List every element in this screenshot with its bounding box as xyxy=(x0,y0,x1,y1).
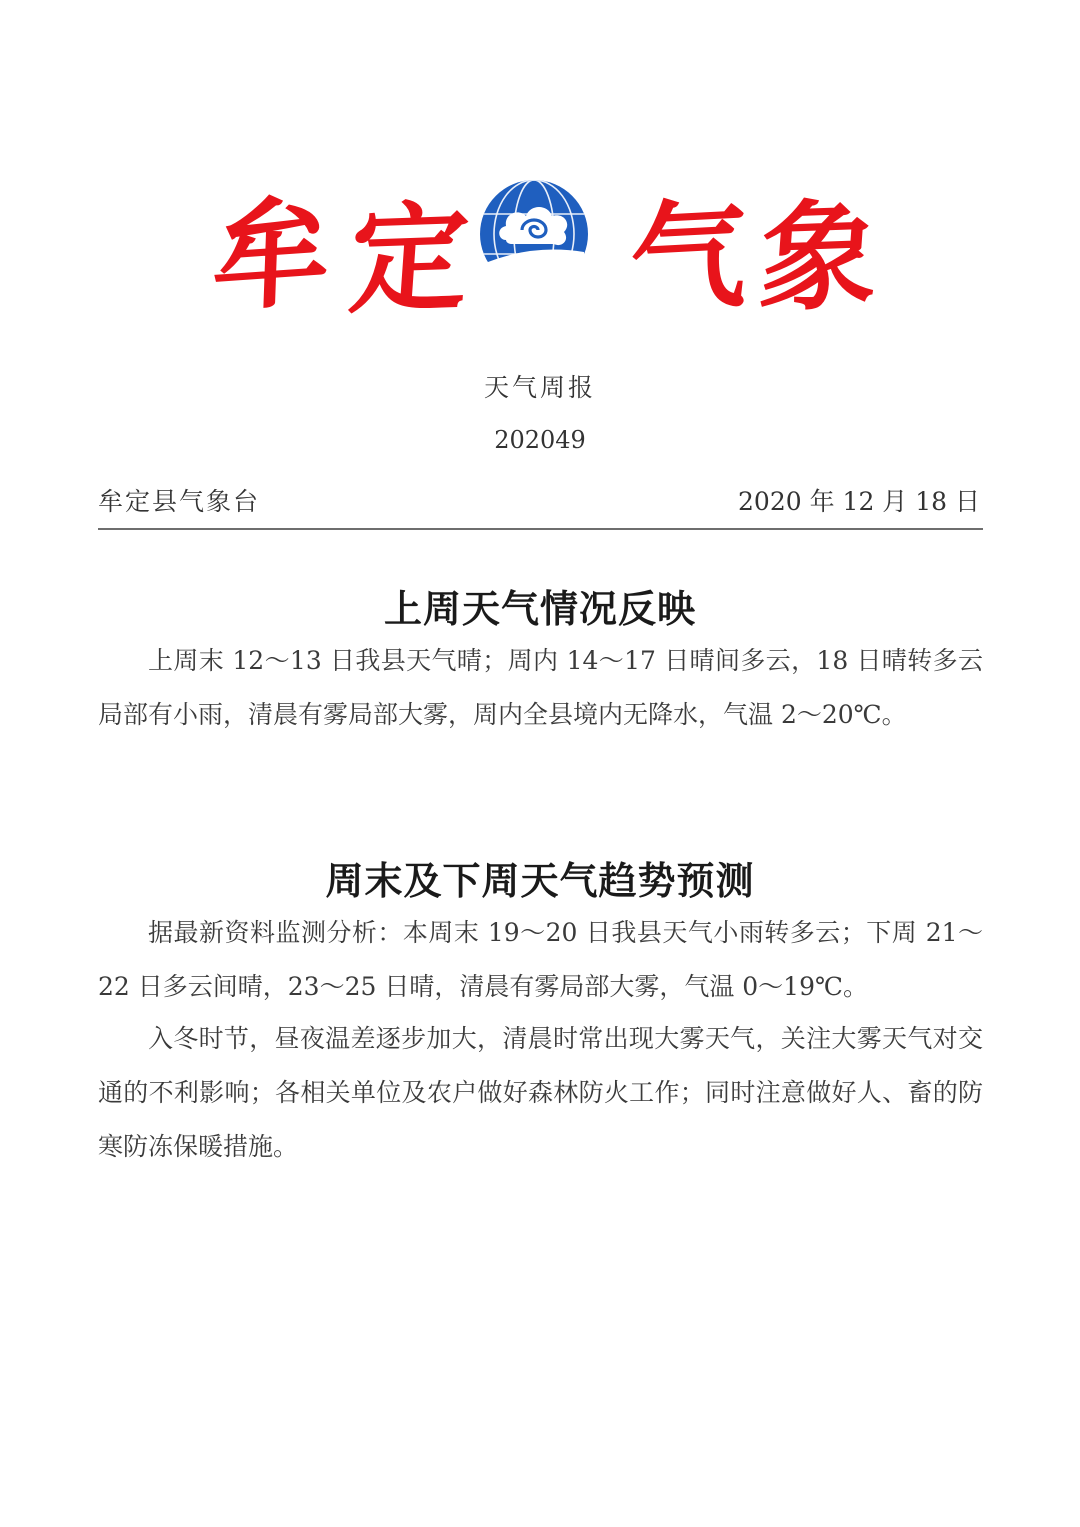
report-subtitle: 天气周报 xyxy=(483,373,596,402)
section-paragraph-forecast: 据最新资料监测分析：本周末 19～20 日我县天气小雨转多云；下周 21～22 日多云间晴，23～25 日晴，清晨有雾局部大雾，气温 0～19℃。 xyxy=(98,918,983,1001)
section-heading-last-week: 上周天气情况反映 xyxy=(383,586,696,631)
header-divider xyxy=(98,528,983,530)
issue-number: 202049 xyxy=(494,426,586,454)
section-paragraph-advisory: 入冬时节，昼夜温差逐步加大，清晨时常出现大雾天气，关注大雾天气对交通的不利影响；各相关单位及农户做好森林防火工作；同时注意做好人、畜的防寒防冻保暖措施。 xyxy=(98,1024,983,1161)
masthead xyxy=(0,168,1080,338)
section-paragraph-last-week: 上周末 12～13 日我县天气晴；周内 14～17 日晴间多云，18 日晴转多云局部有小雨，清晨有雾局部大雾，周内全县境内无降水，气温 2～20℃。 xyxy=(98,646,983,729)
issuing-agency: 牟定县气象台 xyxy=(98,487,261,516)
issue-date: 2020 年 12 月 18 日 xyxy=(738,487,980,516)
masthead-char-xiang: 象 xyxy=(755,185,883,329)
masthead-char-mou: 牟 xyxy=(209,181,333,329)
section-heading-forecast: 周末及下周天气趋势预测 xyxy=(325,858,755,903)
masthead-char-ding: 定 xyxy=(345,187,473,331)
masthead-char-qi: 气 xyxy=(626,184,752,330)
cma-logo-icon xyxy=(478,178,590,290)
